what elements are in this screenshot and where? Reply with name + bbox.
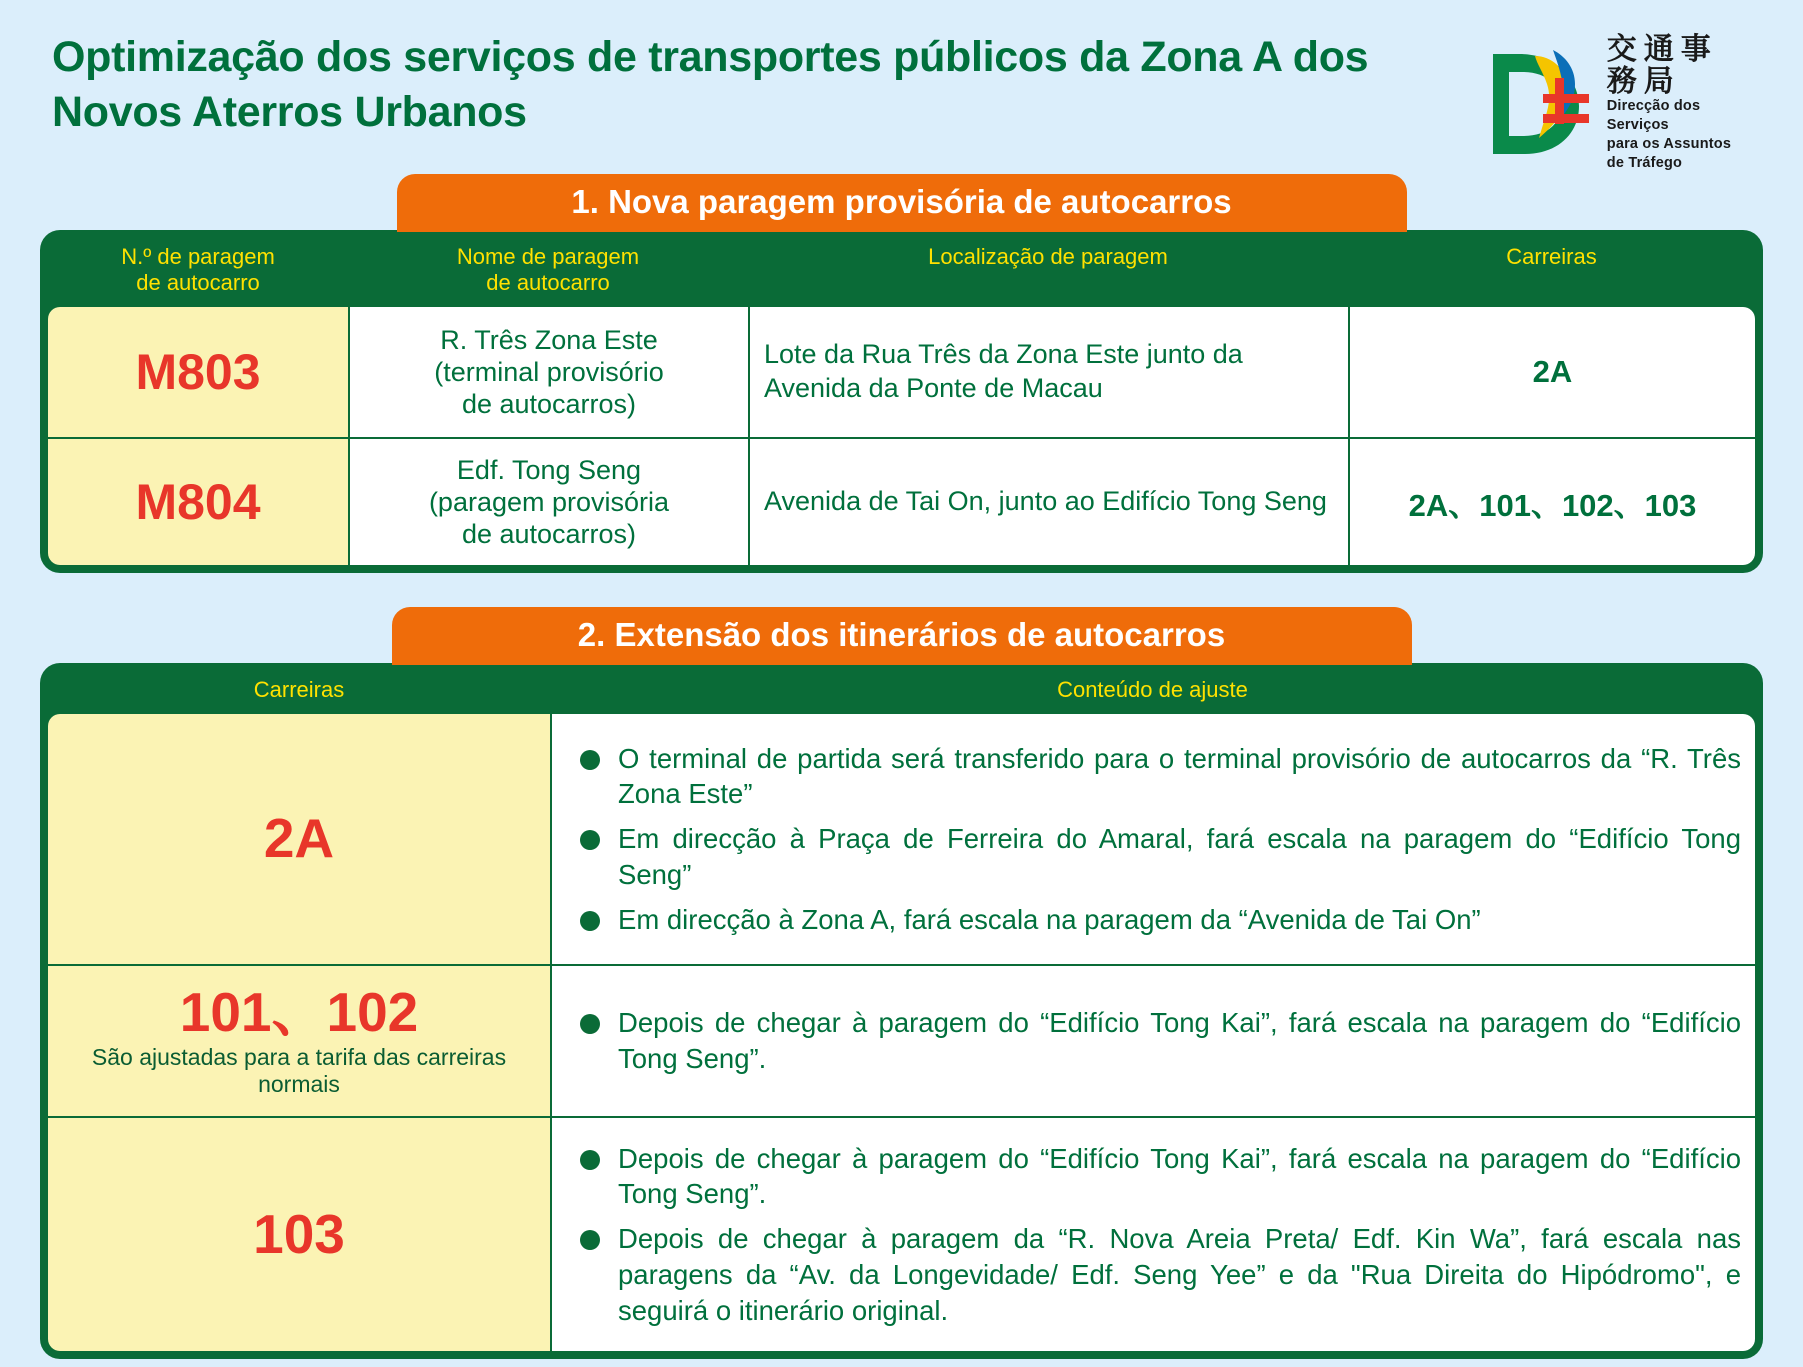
cell-route [48, 966, 550, 1116]
adjustment-list [566, 996, 1741, 1086]
adjustment-list [566, 732, 1741, 947]
dsat-logo [1483, 26, 1763, 174]
stop-name-line3: de autocarros) [461, 519, 637, 550]
stop-location-value: Avenida de Tai On, junto ao Edifício Tong Seng [764, 486, 1327, 517]
section-route-extensions [40, 607, 1763, 1359]
list-item: Depois de chegar à paragem da “R. Nova Areia Preta/ Edf. Kin Wa”, fará escala nas paragens da “Av. da Longevidade/ Edf. Seng Yee” e da "Rua Direita do Hipódromo", e seguirá o itinerário original. [566, 1221, 1741, 1328]
adjustment-list [566, 1132, 1741, 1338]
cell-stop-name [348, 307, 748, 437]
col-header-stop-number: N.º de paragem de autocarro [121, 243, 275, 296]
cell-stop-number [48, 439, 348, 565]
section1-banner: 1. Nova paragem provisória de autocarros [397, 174, 1407, 232]
cell-routes [1348, 439, 1755, 565]
list-item: Depois de chegar à paragem do “Edifício Tong Kai”, fará escala na paragem do “Edifício Tong Seng”. [566, 1005, 1741, 1077]
table-row [48, 437, 1755, 565]
dsat-logo-mark-icon [1483, 46, 1595, 161]
table-row [48, 714, 1755, 964]
page-title: Optimização dos serviços de transportes públicos da Zona A dos Novos Aterros Urbanos [52, 33, 1369, 137]
table-row [48, 307, 1755, 437]
dsat-logo-text [1607, 34, 1743, 174]
section2-table-head [48, 671, 1755, 714]
routes-value: 2A、101、102、103 [1408, 487, 1697, 523]
section2-banner: 2. Extensão dos itinerários de autocarros [392, 607, 1412, 665]
col-header-stop-name: Nome de paragem de autocarro [456, 243, 640, 296]
route-value: 2A [263, 807, 335, 870]
poster-header [40, 26, 1763, 174]
cell-adjustment [550, 714, 1755, 964]
cell-stop-location [748, 439, 1348, 565]
stop-name-line1: Edf. Tong Seng [456, 454, 642, 485]
stop-name-line3: de autocarros) [461, 389, 637, 420]
list-item: Depois de chegar à paragem do “Edifício Tong Kai”, fará escala na paragem do “Edifício Tong Seng”. [566, 1141, 1741, 1213]
routes-value: 2A [1532, 354, 1573, 390]
cell-adjustment [550, 966, 1755, 1116]
route-note: São ajustadas para a tarifa das carreiras normais [91, 1043, 507, 1097]
list-item: Em direcção à Zona A, fará escala na paragem da “Avenida de Tai On” [566, 902, 1741, 938]
stop-location-value: Lote da Rua Três da Zona Este junto da Avenida da Ponte de Macau [764, 339, 1243, 404]
table-row [48, 1116, 1755, 1351]
route-value: 103 [253, 1202, 345, 1265]
section1-table-body [48, 307, 1755, 565]
logo-chinese-name: 交通事務局 [1606, 33, 1718, 98]
logo-portuguese-line1: Direcção dos Serviços [1606, 98, 1701, 134]
route-value: 101、102 [179, 980, 419, 1043]
stop-number-value: M804 [135, 474, 261, 531]
cell-route [48, 714, 550, 964]
cell-stop-number [48, 307, 348, 437]
section1-table-head [48, 238, 1755, 308]
cell-adjustment [550, 1118, 1755, 1351]
cell-route [48, 1118, 550, 1351]
col-header-routes: Carreiras [253, 677, 345, 703]
section1-table [40, 230, 1763, 574]
stop-name-line2: (paragem provisória [428, 486, 670, 517]
cell-stop-location [748, 307, 1348, 437]
col-header-routes: Carreiras [1506, 243, 1597, 269]
section2-table [40, 663, 1763, 1359]
stop-name-line2: (terminal provisório [434, 356, 664, 387]
cell-stop-name [348, 439, 748, 565]
stop-number-value: M803 [135, 344, 261, 401]
section2-table-body [48, 714, 1755, 1351]
cell-routes [1348, 307, 1755, 437]
table-row [48, 964, 1755, 1116]
list-item: O terminal de partida será transferido para o terminal provisório de autocarros da “R. Três Zona Este” [566, 741, 1741, 813]
section-new-bus-stops [40, 174, 1763, 574]
stop-name-line1: R. Três Zona Este [440, 324, 658, 355]
col-header-stop-location: Localização de paragem [928, 243, 1168, 269]
col-header-adjustment: Conteúdo de ajuste [1057, 677, 1248, 703]
logo-portuguese-line2: para os Assuntos de Tráfego [1606, 136, 1732, 172]
list-item: Em direcção à Praça de Ferreira do Amaral, fará escala na paragem do “Edifício Tong Seng” [566, 821, 1741, 893]
